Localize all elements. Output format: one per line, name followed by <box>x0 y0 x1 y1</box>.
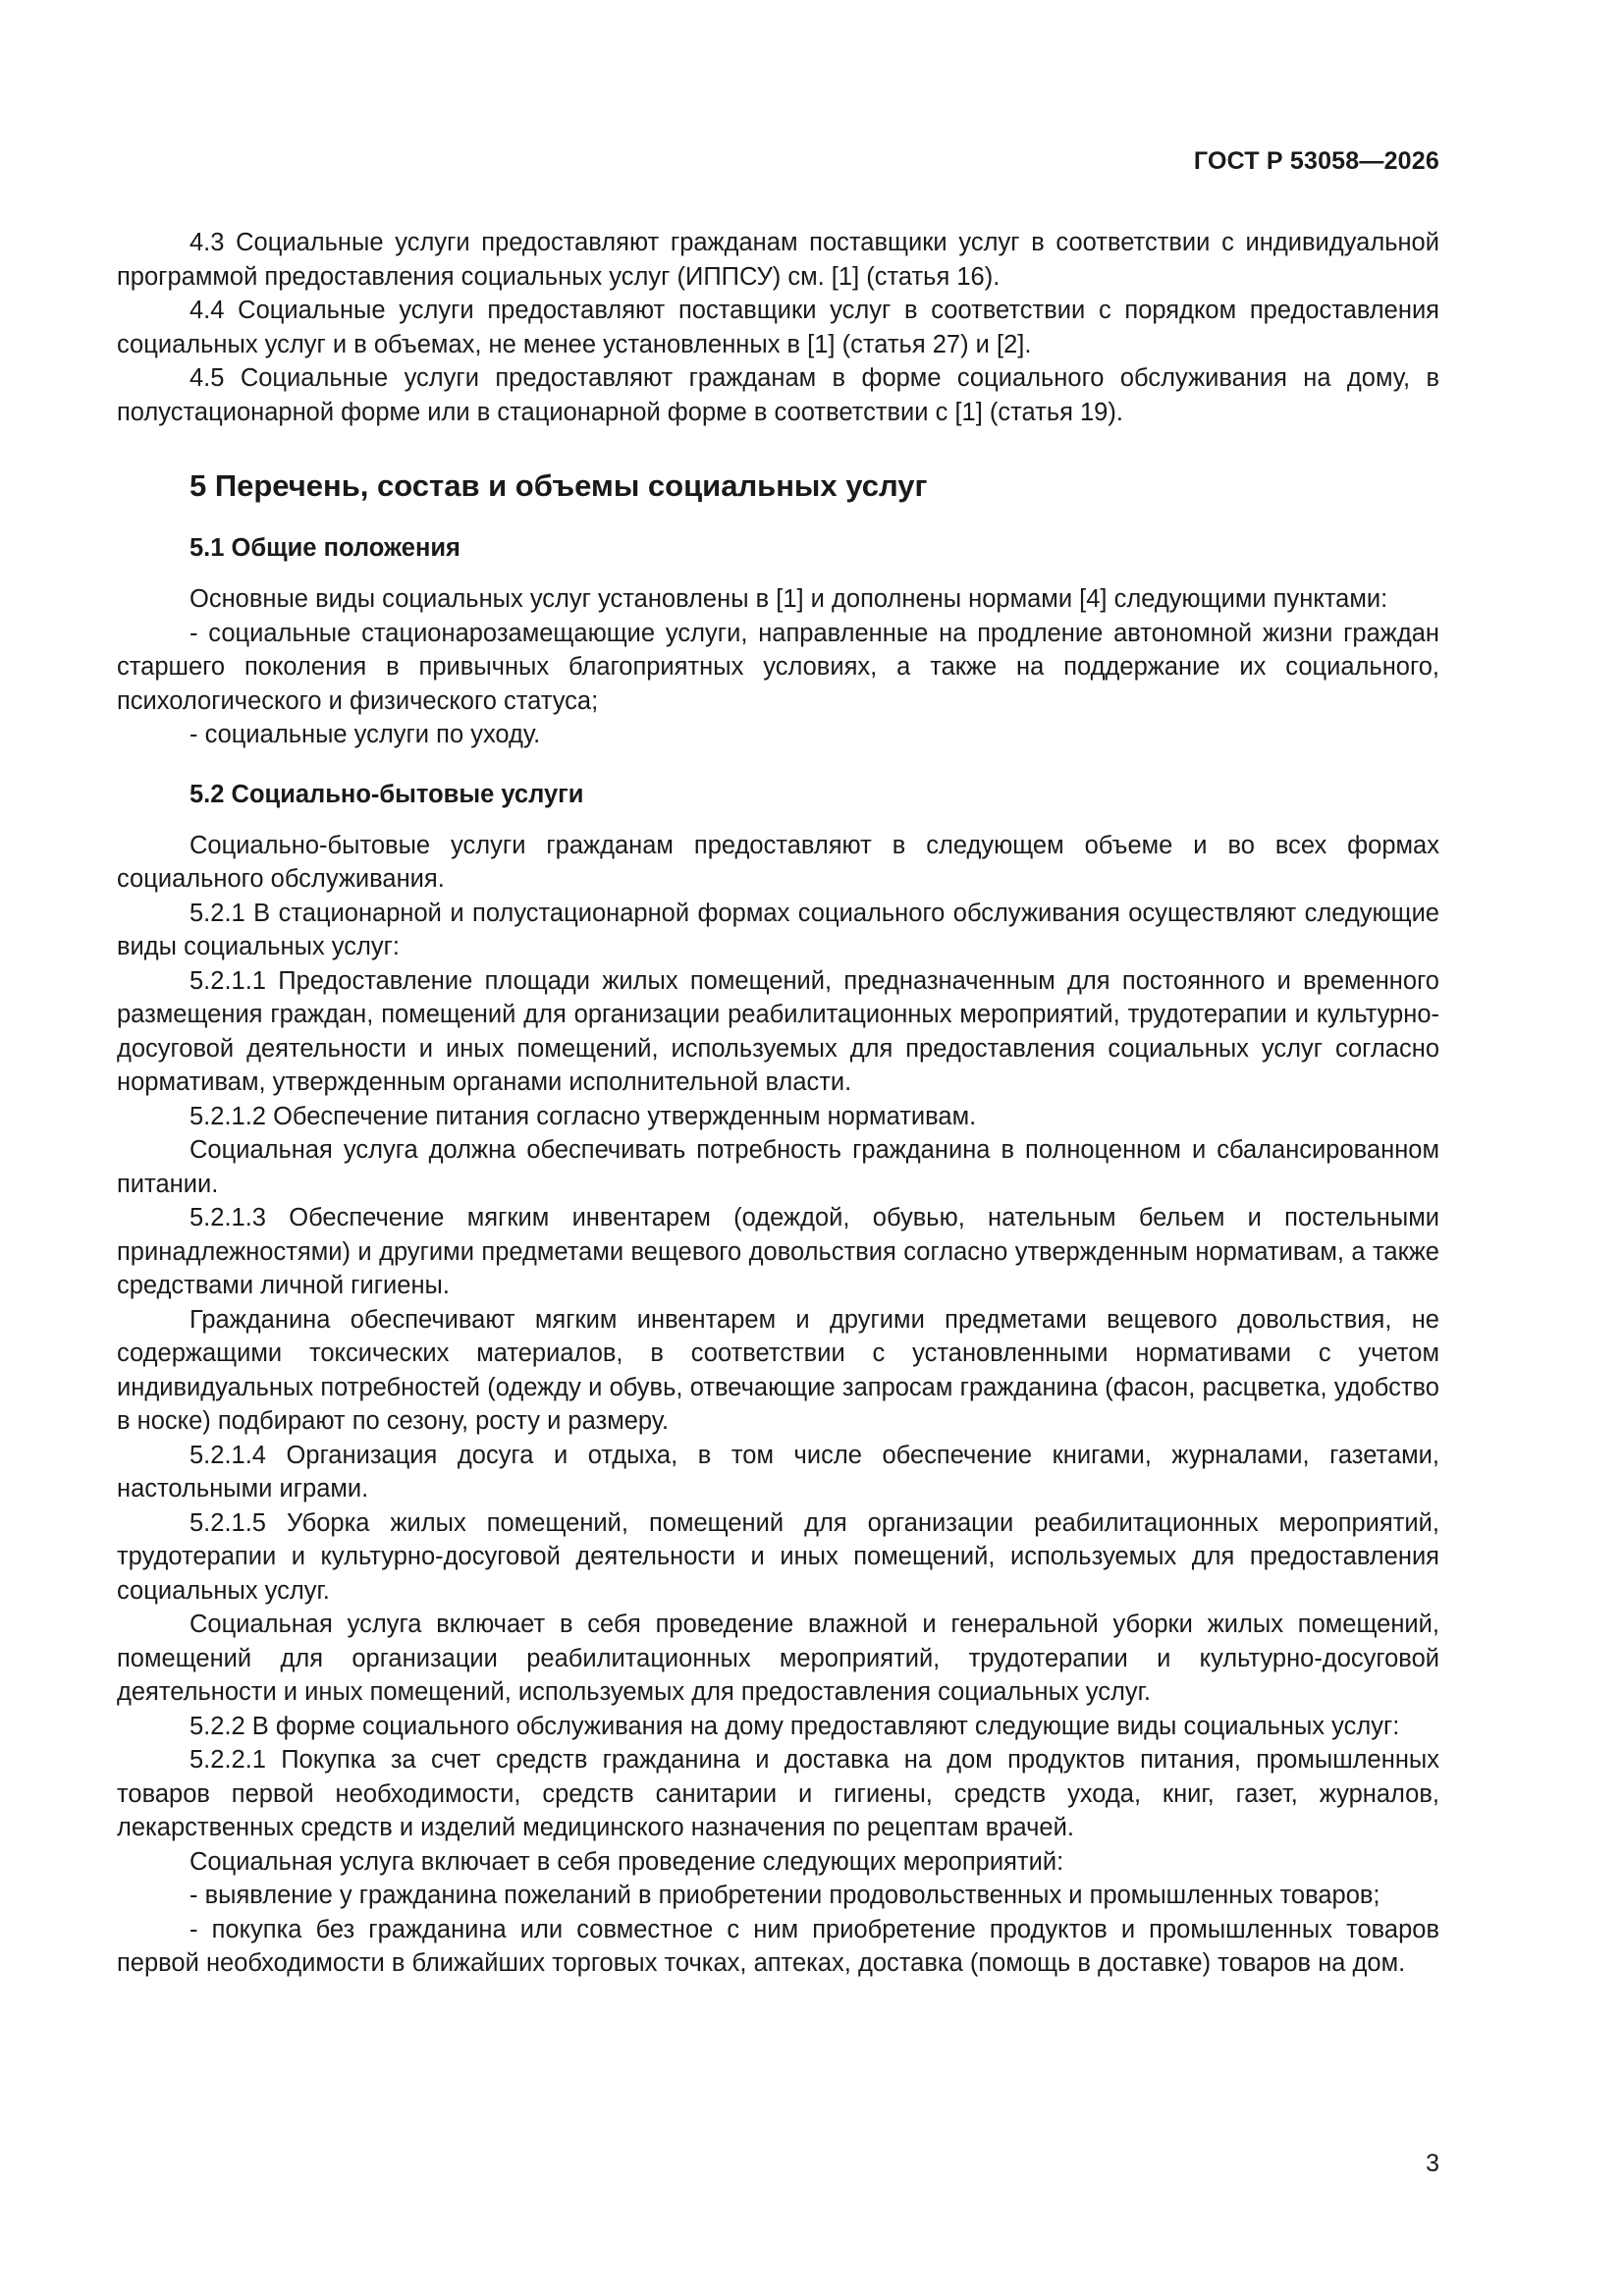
paragraph: Социальная услуга включает в себя проведение следующих мероприятий: <box>189 1847 1064 1876</box>
list-item: - социальные услуги по уходу. <box>189 721 541 748</box>
paragraph: 5.2.1.5 Уборка жилых помещений, помещений для организации реабилитационных мероприятий, трудотерапии и культурно-досуговой деятельности и иных помещений, используемых для предоставления социальных услуг. <box>117 1508 1439 1605</box>
paragraph: Социально-бытовые услуги гражданам предоставляют в следующем объеме и во всех формах социального обслуживания. <box>117 831 1439 893</box>
paragraph: 5.2.1.2 Обеспечение питания согласно утвержденным нормативам. <box>189 1102 977 1130</box>
paragraph: 5.2.1 В стационарной и полустационарной формах социального обслуживания осуществляют следующие виды социальных услуг: <box>117 899 1439 960</box>
paragraph: Основные виды социальных услуг установлены в [1] и дополнены нормами [4] следующими пунктами: <box>189 585 1388 613</box>
paragraph: 5.2.2.1 Покупка за счет средств гражданина и доставка на дом продуктов питания, промышленных товаров первой необходимости, средств санитарии и гигиены, средств ухода, книг, газет, журналов, лекарственных средств и изделий медицинского назначения по рецептам врачей. <box>117 1746 1439 1841</box>
subsection-heading: 5.2 Социально-бытовые услуги <box>189 780 584 808</box>
subsection-heading: 5.1 Общие положения <box>189 534 460 562</box>
paragraph: 5.2.2 В форме социального обслуживания на дому предоставляют следующие виды социальных услуг: <box>189 1712 1400 1740</box>
list-item: - покупка без гражданина или совместное с ним приобретение продуктов и промышленных товаров первой необходимости в ближайших торговых точках, аптеках, доставка (помощь в доставке) товаров на дом. <box>117 1915 1439 1977</box>
paragraph: 5.2.1.4 Организация досуга и отдыха, в том числе обеспечение книгами, журналами, газетами, настольными играми. <box>117 1441 1439 1503</box>
list-item: - выявление у гражданина пожеланий в приобретении продовольственных и промышленных товаров; <box>189 1882 1380 1909</box>
document-body <box>117 226 1439 1981</box>
paragraph: 5.2.1.1 Предоставление площади жилых помещений, предназначенным для постоянного и временного размещения граждан, помещений для организации реабилитационных мероприятий, трудотерапии и культурно-досуговой деятельности и иных помещений, используемых для предоставления социальных услуг согласно нормативам, утвержденным органами исполнительной власти. <box>117 966 1439 1096</box>
section-heading: 5 Перечень, состав и объемы социальных услуг <box>189 468 928 503</box>
list-item: - социальные стационарозамещающие услуги, направленные на продление автономной жизни граждан старшего поколения в привычных благоприятных условиях, а также на поддержание их социального, психологического и физического статуса; <box>117 619 1439 715</box>
paragraph: 4.5 Социальные услуги предоставляют гражданам в форме социального обслуживания на дому, в полустационарной форме или в стационарной форме в соответствии с [1] (статья 19). <box>117 364 1439 426</box>
paragraph: 4.3 Социальные услуги предоставляют гражданам поставщики услуг в соответствии с индивидуальной программой предоставления социальных услуг (ИППСУ) см. [1] (статья 16). <box>117 229 1439 291</box>
paragraph: 4.4 Социальные услуги предоставляют поставщики услуг в соответствии с порядком предоставления социальных услуг и в объемах, не менее установленных в [1] (статья 27) и [2]. <box>117 297 1439 358</box>
paragraph: Социальная услуга включает в себя проведение влажной и генеральной уборки жилых помещений, помещений для организации реабилитационных мероприятий, трудотерапии и культурно-досуговой деятельности и иных помещений, используемых для предоставления социальных услуг. <box>117 1611 1439 1706</box>
document-code: ГОСТ Р 53058—2026 <box>1193 147 1439 175</box>
paragraph: Социальная услуга должна обеспечивать потребность гражданина в полноценном и сбалансированном питании. <box>117 1136 1439 1198</box>
paragraph: Гражданина обеспечивают мягким инвентарем и другими предметами вещевого довольствия, не содержащими токсических материалов, в соответствии с установленными нормативами с учетом индивидуальных потребностей (одежду и обувь, отвечающие запросам гражданина (фасон, расцветка, удобство в носке) подбирают по сезону, росту и размеру. <box>117 1305 1439 1435</box>
page-number: 3 <box>1426 2150 1439 2177</box>
paragraph: 5.2.1.3 Обеспечение мягким инвентарем (одеждой, обувью, нательным бельем и постельными принадлежностями) и другими предметами вещевого довольствия согласно утвержденным нормативам, а также средствами личной гигиены. <box>117 1204 1439 1299</box>
